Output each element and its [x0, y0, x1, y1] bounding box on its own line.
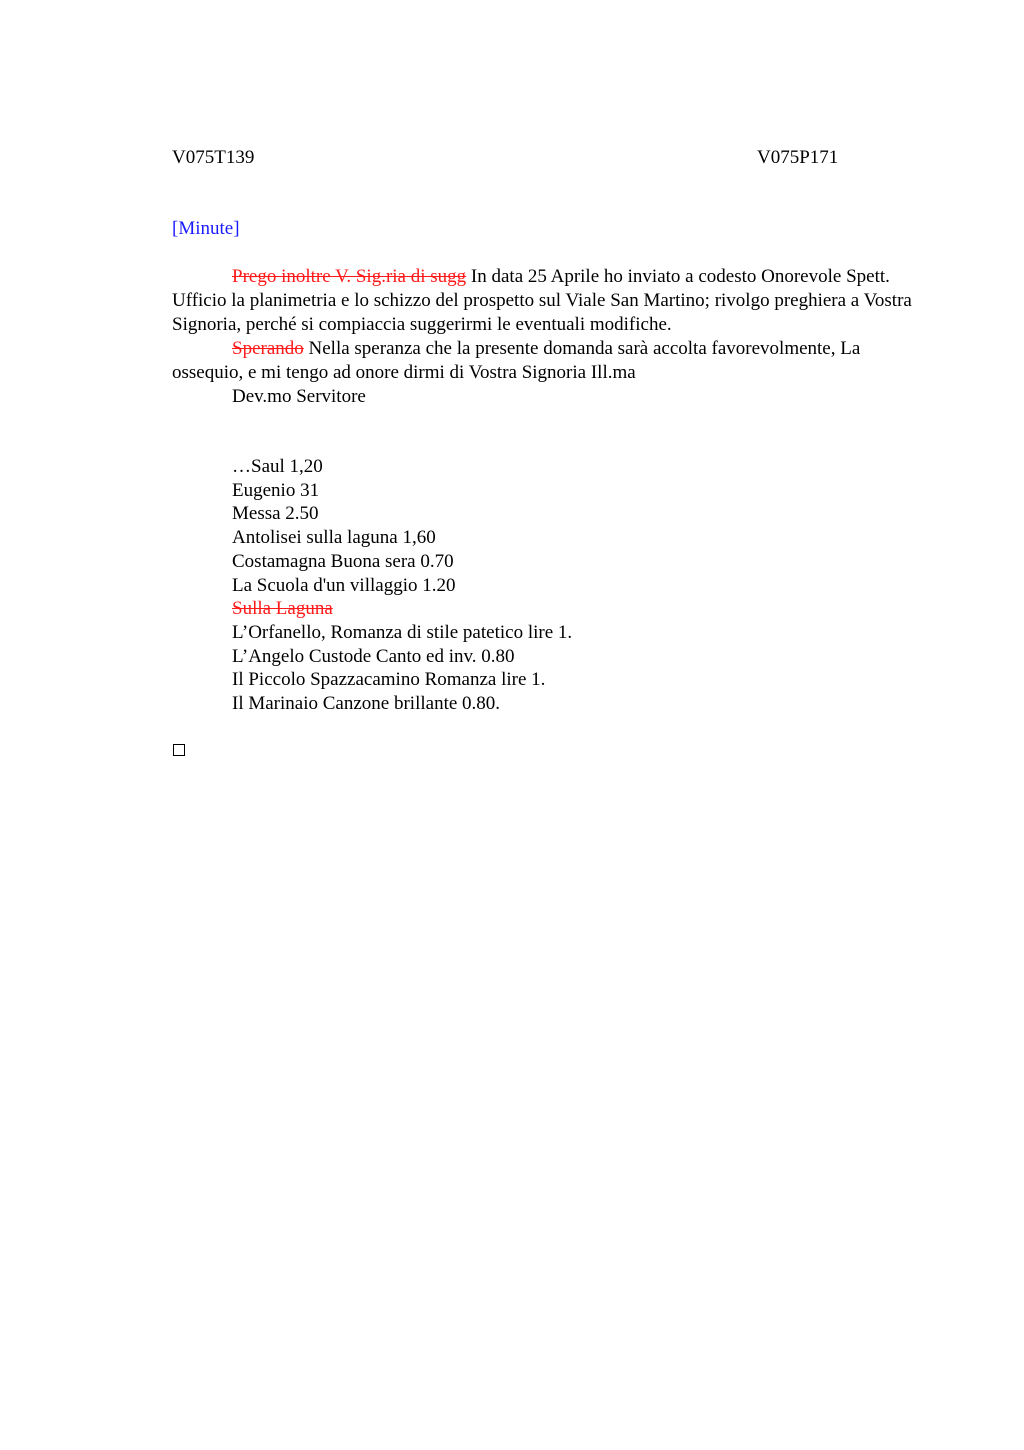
checkbox-square-icon [173, 744, 185, 756]
list-item: L’Orfanello, Romanza di stile patetico lire 1. [232, 621, 573, 643]
list-item: Il Marinaio Canzone brillante 0.80. [232, 693, 501, 715]
struck-text: Prego inoltre V. Sig.ria di sugg [232, 266, 467, 287]
page-header [172, 146, 924, 170]
list-item: Il Piccolo Spazzacamino Romanza lire 1. [232, 669, 546, 691]
document-code-left: V075T139 [172, 147, 255, 168]
paragraph-text: Nella speranza che la presente domanda sarà accolta favorevolmente, La ossequio, e mi tengo ad onore dirmi di Vostra Signoria Ill.ma [172, 338, 861, 383]
list-item: La Scuola d'un villaggio 1.20 [232, 574, 456, 596]
section-label: [Minute] [172, 218, 240, 239]
list-item-struck: Sulla Laguna [232, 598, 333, 620]
list-item: L’Angelo Custode Canto ed inv. 0.80 [232, 645, 515, 667]
document-code-right: V075P171 [757, 147, 839, 168]
list-item: Messa 2.50 [232, 503, 319, 525]
paragraph-text: In data 25 Aprile ho inviato a codesto Onorevole Spett. Ufficio la planimetria e lo schizzo del prospetto sul Viale San Martino; rivolgo preghiera a Vostra Signoria, perché si compiaccia suggerirmi le eventuali modifiche. [172, 266, 912, 335]
list-item: Costamagna Buona sera 0.70 [232, 550, 454, 572]
struck-text: Sperando [232, 338, 304, 359]
list-item: Eugenio 31 [232, 479, 320, 501]
paragraph-2 [172, 337, 924, 385]
list-item: Antolisei sulla laguna 1,60 [232, 527, 436, 549]
list-item: …Saul 1,20 [232, 456, 323, 477]
paragraph-1 [172, 265, 924, 337]
letter-body [172, 265, 924, 409]
price-list [232, 455, 572, 716]
signoff: Dev.mo Servitore [232, 386, 366, 407]
